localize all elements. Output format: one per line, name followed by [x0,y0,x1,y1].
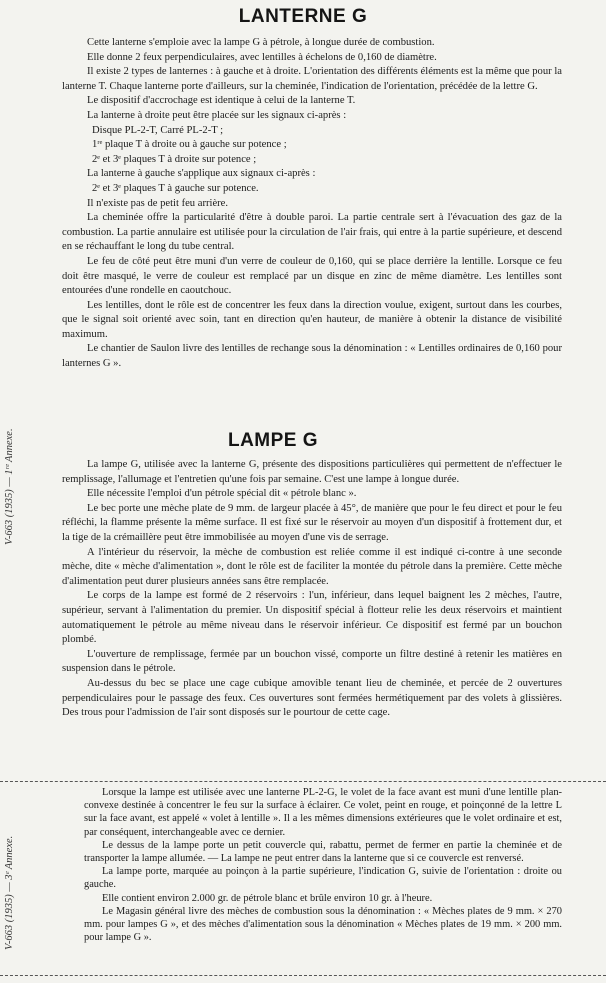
cut-line [0,781,606,782]
paragraph: A l'intérieur du réservoir, la mèche de combustion est reliée comme il est indiqué ci-contre à une seconde mèche, dite « mèche d'alimentation », dont le rôle est de faciliter la montée du pétrole dans la première. Cette mèche d'alimentation peut durer plusieurs années sans être remplacée. [62,546,562,587]
paragraph: Elle contient environ 2.000 gr. de pétrole blanc et brûle environ 10 gr. à l'heure. [102,892,433,904]
paragraph: La cheminée offre la particularité d'être à double paroi. La partie centrale sert à l'évacuation des gaz de la combustion. La partie annulaire est utilisée pour la circulation de l'air frais, qui entre à la partie supérieure, et descend en se réchauffant le long du tube central. [62,212,562,253]
paragraph: Au-dessus du bec se place une cage cubique amovible tenant lieu de cheminée, et percée de 2 ouvertures perpendiculaires pour le passage des feux. Ces ouvertures sont fermées hermétiquement par des volets à glissières. Des trous pour l'admission de l'air sont disposés sur le pourtour de cette cage. [62,677,562,719]
paragraph: Le dispositif d'accrochage est identique à celui de la lanterne T. [87,95,356,107]
cut-line [0,975,606,976]
paragraph: La lanterne à droite peut être placée sur les signaux ci-après : [87,109,347,121]
paragraph: Le bec porte une mèche plate de 9 mm. de largeur placée à 45°, de manière que pour le feu direct et pour le feu réfléchi, la flamme présente la même surface. Il est fixé sur le réservoir au moyen d'un dispositif à frottement dur, et la tige de la crémaillère peut être immobilisée au moyen d'une vis de serrage. [62,502,562,543]
paragraph: La lanterne à gauche s'applique aux signaux ci-après : [87,168,316,180]
paragraph: Elle donne 2 feux perpendiculaires, avec lentilles à échelons de 0,160 de diamètre. [87,51,437,63]
lampe-title: LAMPE G [227,430,319,451]
paragraph: Les lentilles, dont le rôle est de concentrer les feux dans la direction voulue, exigent, surtout dans les courbes, que le signal soit orienté avec soin, tant en direction qu'en hauteur, de manière à obtenir la distance de visibilité maximum. [62,299,562,340]
lanterne-title: LANTERNE G [238,6,368,27]
paragraph: Le Magasin général livre des mèches de combustion sous la dénomination : « Mèches plates de 9 mm. × 270 mm. pour lampes G », et des mèches d'alimentation sous la dénomination « Mèches plates de 19 mm. × 200 mm. pour lampe G ». [84,905,562,944]
paragraph: L'ouverture de remplissage, fermée par un bouchon vissé, comporte un filtre destiné à retenir les matières en suspension dans le pétrole. [62,648,562,675]
paragraph: Le corps de la lampe est formé de 2 réservoirs : l'un, inférieur, dans lequel baignent les 2 mèches, l'autre, supérieur, servant à l'alimentation du premier. Un dispositif spécial à flotteur relie les deux réservoirs et maintient automatiquement le pétrole au même niveau dans le réservoir inférieur. Ce dispositif est fermé par un bouchon plombé. [62,590,562,646]
margin-note: V-663 (1935) — 3ᵉ Annexe. [4,835,15,950]
paragraph: Lorsque la lampe est utilisée avec une lanterne PL-2-G, le volet de la face avant est muni d'une lentille plan-convexe destinée à concentrer le feu sur la surface à éclairer. Ce volet, peint en rouge, et poinçonné de la lettre L sur la face avant, est appelé « volet à lentille ». Il a les mêmes dimensions extérieures que le volet ordinaire et est, par conséquent, interchangeable avec ce dernier. [84,787,562,838]
list-item: 2ᵉ et 3ᵉ plaques T à gauche sur potence. [92,182,259,194]
paragraph: La lampe porte, marquée au poinçon à la partie supérieure, l'indication G, suivie de l'orientation : droite ou gauche. [84,866,562,891]
list-item: 2ᵉ et 3ᵉ plaques T à droite sur potence ; [92,153,257,165]
paragraph: Le chantier de Saulon livre des lentilles de rechange sous la dénomination : « Lentilles ordinaires de 0,160 pour lanternes G ». [62,343,562,370]
paragraph: Cette lanterne s'emploie avec la lampe G à pétrole, à longue durée de combustion. [87,37,435,48]
annex-section [84,786,562,944]
list-item: Disque PL-2-T, Carré PL-2-T ; [92,124,224,136]
paragraph: Il existe 2 types de lanternes : à gauche et à droite. L'orientation des différents éléments est la même que pour la lanterne T. Chaque lanterne porte d'ailleurs, sur la cheminée, l'indication de l'orientation, précédée de la lettre G. [62,66,562,92]
lampe-section [62,458,562,721]
paragraph: Il n'existe pas de petit feu arrière. [87,197,229,209]
paragraph: La lampe G, utilisée avec la lanterne G, présente des dispositions particulières qui permettent de n'effectuer le remplissage, l'allumage et l'entretien qu'une fois par semaine. C'est une lampe à longue durée. [62,459,562,485]
lanterne-section [62,36,562,372]
paragraph: Le feu de côté peut être muni d'un verre de couleur de 0,160, qui se place derrière la lentille. Lorsque ce feu doit être masqué, le verre de couleur est remplacé par un disque en zinc de même diamètre. Les lentilles sont entourées d'une rondelle en caoutchouc. [62,255,562,297]
paragraph: Le dessus de la lampe porte un petit couvercle qui, rabattu, permet de fermer en partie la cheminée et de transporter la lampe allumée. — La lampe ne peut entrer dans la lanterne que si ce couvercle est renversé. [84,839,562,865]
paragraph: Elle nécessite l'emploi d'un pétrole spécial dit « pétrole blanc ». [87,488,357,500]
list-item: 1ʳᵉ plaque T à droite ou à gauche sur potence ; [92,139,287,151]
margin-note: V-663 (1935) — 1ʳᵉ Annexe. [4,428,15,545]
